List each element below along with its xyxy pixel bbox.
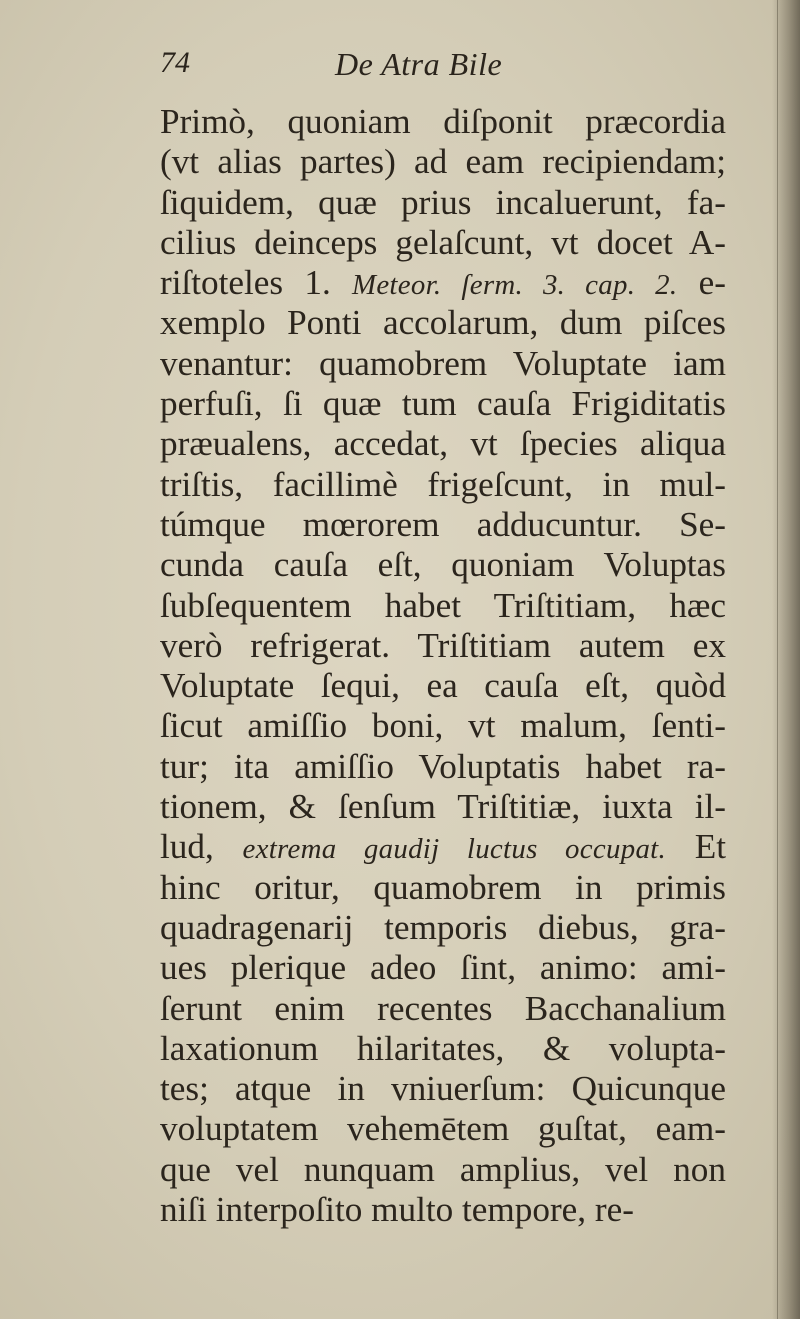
text-line <box>160 344 726 384</box>
text-segment: Voluptate ſequi, ea cauſa eſt, quòd <box>160 666 726 706</box>
text-segment: ues plerique adeo ſint, animo: ami- <box>160 948 726 988</box>
text-line <box>160 989 726 1029</box>
page-header <box>160 46 720 88</box>
page-number: 74 <box>160 46 190 79</box>
page-edge <box>777 0 778 1319</box>
text-line <box>160 706 726 746</box>
text-line <box>160 948 726 988</box>
text-segment: perfuſi, ſi quæ tum cauſa Frigiditatis <box>160 384 726 424</box>
text-line <box>160 586 726 626</box>
text-line <box>160 384 726 424</box>
text-line <box>160 1109 726 1149</box>
text-segment: voluptatem vehemētem guſtat, eam- <box>160 1109 726 1149</box>
text-segment: quadragenarij temporis diebus, gra- <box>160 907 726 947</box>
text-segment: verò refrigerat. Triſtitiam autem ex <box>160 625 726 665</box>
text-segment: tur; ita amiſſio Voluptatis habet ra- <box>160 746 726 786</box>
text-segment: triſtis, facillimè frigeſcunt, in mul- <box>160 464 726 504</box>
text-line <box>160 908 726 948</box>
text-line <box>160 1150 726 1190</box>
text-segment: xemplo Ponti accolarum, dum piſces <box>160 303 726 343</box>
text-segment: laxationum hilaritates, & volupta- <box>160 1028 726 1068</box>
text-line <box>160 505 726 545</box>
text-segment: (vt alias partes) ad eam recipiendam; <box>160 142 726 182</box>
text-segment: ſerunt enim recentes Bacchanalium <box>160 988 726 1028</box>
text-segment: tes; atque in vniuerſum: Quicunque <box>160 1069 726 1109</box>
text-line <box>160 183 726 223</box>
text-segment: venantur: quamobrem Voluptate iam <box>160 343 726 383</box>
text-line <box>160 142 726 182</box>
text-line <box>160 223 726 263</box>
text-segment: hinc oritur, quamobrem in primis <box>160 867 726 907</box>
text-line <box>160 868 726 908</box>
text-segment: Primò, quoniam diſponit præcordia <box>160 102 726 141</box>
text-line <box>160 1190 726 1230</box>
text-line <box>160 827 726 867</box>
text-line <box>160 747 726 787</box>
text-segment: lud, <box>160 827 243 867</box>
text-line <box>160 787 726 827</box>
text-segment: præualens, accedat, vt ſpecies aliqua <box>160 424 726 464</box>
text-line <box>160 1069 726 1109</box>
text-segment: túmque mœrorem adducuntur. Se- <box>160 504 726 544</box>
text-line <box>160 626 726 666</box>
text-line <box>160 1029 726 1069</box>
text-segment: tionem, & ſenſum Triſtitiæ, iuxta il- <box>160 787 726 827</box>
text-line <box>160 666 726 706</box>
text-segment: cilius deinceps gelaſcunt, vt docet A- <box>160 222 726 262</box>
text-line <box>160 545 726 585</box>
text-line <box>160 102 726 142</box>
text-segment: Et <box>666 827 726 867</box>
italic-citation: extrema gaudij luctus occupat. <box>242 833 667 866</box>
text-segment: ſiquidem, quæ prius incaluerunt, fa- <box>160 182 726 222</box>
text-segment: niſi interpoſito multo tempore, re- <box>160 1190 634 1230</box>
text-line <box>160 303 726 343</box>
text-segment: ſicut amiſſio boni, vt malum, ſenti- <box>160 706 726 746</box>
text-segment: e- <box>677 263 726 303</box>
text-line <box>160 465 726 505</box>
running-title: De Atra Bile <box>335 46 503 82</box>
italic-citation: Meteor. ſerm. 3. cap. 2. <box>351 269 678 302</box>
body-text <box>160 102 726 1230</box>
text-segment: riſtoteles 1. <box>160 263 352 303</box>
text-segment: ſubſequentem habet Triſtitiam, hæc <box>160 585 726 625</box>
text-line <box>160 424 726 464</box>
text-segment: cunda cauſa eſt, quoniam Voluptas <box>160 545 726 585</box>
text-segment: que vel nunquam amplius, vel non <box>160 1149 726 1189</box>
text-line <box>160 263 726 303</box>
